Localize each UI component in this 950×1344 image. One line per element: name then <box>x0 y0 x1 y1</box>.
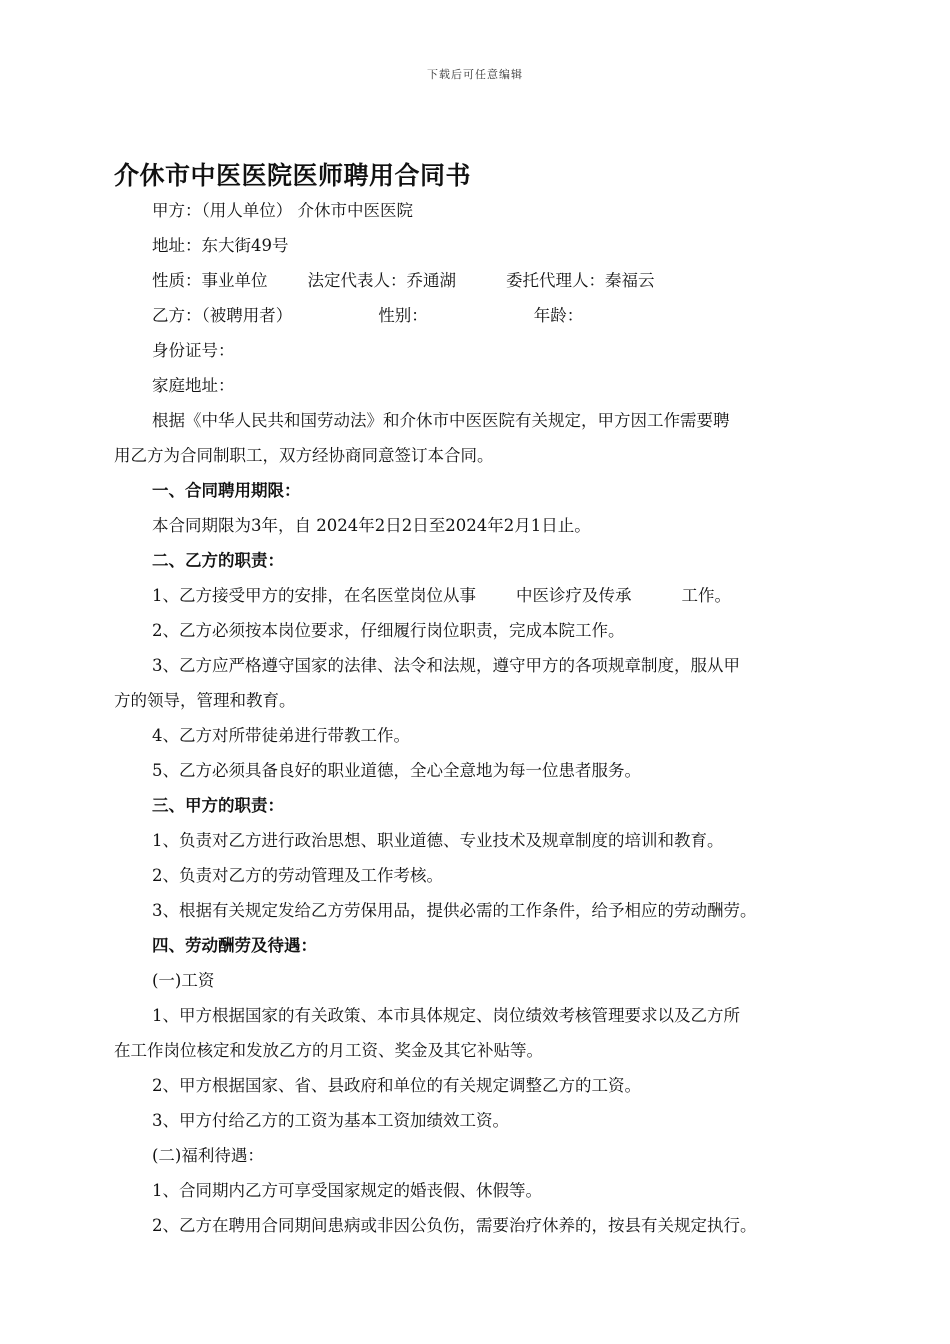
section-heading-party-b-duties: 二、乙方的职责： <box>152 551 284 570</box>
nature-field: 性质：事业单位 <box>152 271 268 290</box>
duty-1-text: 1、乙方接受甲方的安排，在名医堂岗位从事 <box>152 586 476 605</box>
subsection-welfare: (二)福利待遇： <box>152 1146 264 1165</box>
salary-item-1-line-1: 1、甲方根据国家的有关政策、本市具体规定、岗位绩效考核管理要求以及乙方所 <box>152 1006 740 1025</box>
salary-item-2: 2、甲方根据国家、省、县政府和单位的有关规定调整乙方的工资。 <box>152 1076 641 1095</box>
id-number-line: 身份证号： <box>152 341 235 360</box>
home-address-line: 家庭地址： <box>152 376 235 395</box>
party-b-line <box>0 298 950 333</box>
nature-line <box>0 263 950 298</box>
legal-rep-field: 法定代表人：乔通湖 <box>307 271 456 290</box>
intro-line-1: 根据《中华人民共和国劳动法》和介休市中医医院有关规定，甲方因工作需要聘 <box>152 411 730 430</box>
subsection-salary: (一)工资 <box>152 971 215 990</box>
section-heading-term: 一、合同聘用期限： <box>152 481 301 500</box>
gender-field: 性别： <box>378 306 428 325</box>
party-a-duty-1: 1、负责对乙方进行政治思想、职业道德、专业技术及规章制度的培训和教育。 <box>152 831 724 850</box>
document-title: 介休市中医医院医师聘用合同书 <box>114 161 472 190</box>
contract-body <box>0 193 950 1243</box>
section-heading-compensation: 四、劳动酬劳及待遇： <box>152 936 317 955</box>
party-a-line: 甲方：（用人单位） 介休市中医医院 <box>152 201 413 220</box>
salary-item-3: 3、甲方付给乙方的工资为基本工资加绩效工资。 <box>152 1111 509 1130</box>
party-b-duty-3-line-2: 方的领导，管理和教育。 <box>114 691 296 710</box>
header-note: 下载后可任意编辑 <box>427 68 523 81</box>
section-heading-party-a-duties: 三、甲方的职责： <box>152 796 284 815</box>
duty-1-suffix: 工作。 <box>681 586 731 605</box>
welfare-item-1: 1、合同期内乙方可享受国家规定的婚丧假、休假等。 <box>152 1181 542 1200</box>
duty-1-post: 中医诊疗及传承 <box>516 586 632 605</box>
age-field: 年龄： <box>533 306 584 325</box>
party-b-label: 乙方：（被聘用者） <box>152 306 293 325</box>
party-b-duty-3-line-1: 3、乙方应严格遵守国家的法律、法令和法规，遵守甲方的各项规章制度，服从甲 <box>152 656 740 675</box>
party-b-duty-4: 4、乙方对所带徒弟进行带教工作。 <box>152 726 410 745</box>
term-text: 本合同期限为3年，自 2024年2日2日至2024年2月1日止。 <box>152 516 591 535</box>
party-b-duty-2: 2、乙方必须按本岗位要求，仔细履行岗位职责，完成本院工作。 <box>152 621 625 640</box>
agent-field: 委托代理人：秦福云 <box>506 271 655 290</box>
intro-line-2: 用乙方为合同制职工，双方经协商同意签订本合同。 <box>114 446 494 465</box>
party-b-duty-5: 5、乙方必须具备良好的职业道德，全心全意地为每一位患者服务。 <box>152 761 641 780</box>
welfare-item-2: 2、乙方在聘用合同期间患病或非因公负伤，需要治疗休养的，按县有关规定执行。 <box>152 1216 757 1235</box>
address-line: 地址：东大街49号 <box>152 236 289 255</box>
party-a-duty-2: 2、负责对乙方的劳动管理及工作考核。 <box>152 866 443 885</box>
salary-item-1-line-2: 在工作岗位核定和发放乙方的月工资、奖金及其它补贴等。 <box>114 1041 543 1060</box>
party-b-duty-1 <box>0 578 950 613</box>
party-a-duty-3: 3、根据有关规定发给乙方劳保用品，提供必需的工作条件，给予相应的劳动酬劳。 <box>152 901 757 920</box>
